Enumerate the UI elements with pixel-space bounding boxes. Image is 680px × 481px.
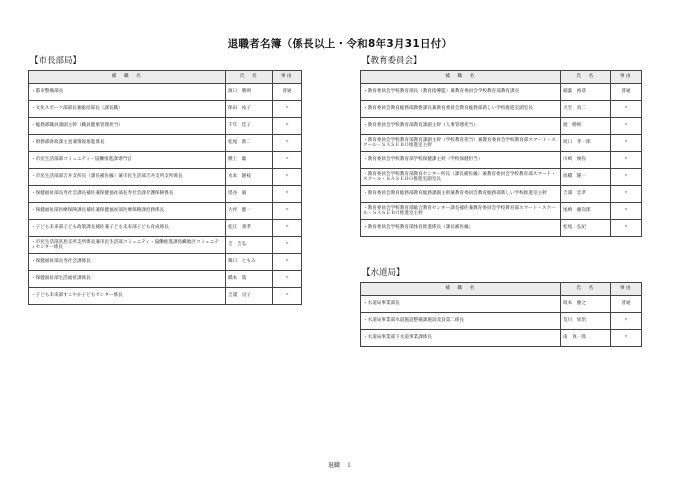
- reason-cell: 〃: [273, 271, 302, 288]
- mayor-dept-table: [28, 70, 302, 305]
- post-cell: ・教育委員会教育総務部教育総務課副主幹兼教育委員会教育総務部新しい学校推進室主幹: [361, 186, 561, 203]
- col-header-reason: 事由: [611, 283, 642, 296]
- reason-cell: 〃: [273, 101, 302, 118]
- post-cell: ・教育委員会教育総務部教務課長兼教育委員会教育総務部新しい学校推進室副室長: [361, 101, 561, 118]
- post-cell: ・教育委員会学校教育部長（教育指導監）兼教育委員会学校教育部教育課長: [361, 84, 561, 101]
- table-row: [29, 288, 302, 305]
- reason-cell: 〃: [273, 288, 302, 305]
- post-cell: ・総務部職員課副主幹（職員健康管理担当）: [29, 118, 226, 135]
- name-cell: 高橋 隆一: [561, 169, 611, 186]
- name-cell: 大坪 健一: [226, 203, 273, 220]
- name-cell: 坂本 慶之: [561, 296, 611, 313]
- post-cell: ・文化スポーツ部部長兼総括部長（課長職）: [29, 101, 226, 118]
- table-row: [29, 220, 302, 237]
- table-row: [361, 101, 642, 118]
- post-cell: ・市民生活部部コミュニティ・協働推進課専門官: [29, 152, 226, 169]
- reason-cell: 〃: [273, 237, 302, 254]
- name-cell: 渡 勝則: [561, 118, 611, 135]
- reason-cell: 〃: [611, 186, 642, 203]
- name-cell: 松尾 新二: [226, 135, 273, 152]
- post-cell: ・都市整備部長: [29, 84, 226, 101]
- col-header-name: 氏 名: [226, 71, 273, 84]
- page-title: 退職者名簿（係長以上・令和8年3月31日付）: [227, 38, 453, 50]
- post-cell: ・教育委員会学校教育部学校保健課主幹（学校保健担当）: [361, 152, 561, 169]
- page-footer: 退職 １: [327, 462, 352, 469]
- post-cell: ・水道局事業部下水道事業課係長: [361, 330, 561, 347]
- table-row: [361, 220, 642, 237]
- col-header-post: 補 職 名: [361, 283, 561, 296]
- post-cell: ・子ども未来部すこやか子どもセンター係長: [29, 288, 226, 305]
- name-cell: 吉浦 良子: [226, 288, 273, 305]
- name-cell: 吉浦 忠孝: [561, 186, 611, 203]
- reason-cell: 普通: [611, 84, 642, 101]
- post-cell: ・保健福祉部医療保険課長補佐兼保健福祉部医療保険課庶務係長: [29, 203, 226, 220]
- table-row: [29, 254, 302, 271]
- reason-cell: 〃: [611, 118, 642, 135]
- table-row: [361, 152, 642, 169]
- table-row: [361, 313, 642, 330]
- table-row: [361, 186, 642, 203]
- education-board-table: [360, 70, 642, 237]
- col-header-post: 補 職 名: [29, 71, 226, 84]
- post-cell: ・教育委員会学校教育部体育推進係長（課長補佐級）: [361, 220, 561, 237]
- table-row: [361, 169, 642, 186]
- waterworks-table: [360, 282, 642, 347]
- post-cell: ・財務部財政課主査兼情報推進係長: [29, 135, 226, 152]
- post-cell: ・教育委員会学校教育部教育センター所長（課長補佐級）兼教育委員会学校教育部スマート・スクール・ＳＡＳＥＢＯ推進室副室長: [361, 169, 561, 186]
- name-cell: 橋本 篤: [226, 271, 273, 288]
- table-row: [29, 101, 302, 118]
- table-row: [361, 296, 642, 313]
- reason-cell: 〃: [611, 152, 642, 169]
- reason-cell: 〃: [273, 254, 302, 271]
- reason-cell: 普通: [611, 296, 642, 313]
- post-cell: ・市民生活部部吉井支所長（課長補佐級）兼市民生活部吉井支所支所係長: [29, 169, 226, 186]
- post-cell: ・水道局事業部長: [361, 296, 561, 313]
- table-row: [361, 330, 642, 347]
- name-cell: 松江 義孝: [226, 220, 273, 237]
- table-row: [29, 271, 302, 288]
- name-cell: 南 真一郎: [561, 330, 611, 347]
- table-row: [29, 84, 302, 101]
- table-row: [29, 203, 302, 220]
- post-cell: ・水道局事業部水道施設整備課施設改良第二係長: [361, 313, 561, 330]
- section-label-education: 【教育委員会】: [362, 56, 422, 66]
- name-cell: 荒川 栄治: [561, 313, 611, 330]
- name-cell: 濱口 勝則: [226, 84, 273, 101]
- reason-cell: 〃: [611, 135, 642, 152]
- name-cell: 篠口 ともみ: [226, 254, 273, 271]
- reason-cell: 〃: [611, 101, 642, 118]
- post-cell: ・市民生活部宮島支所支所係長兼市民生活部コミュニティ・協働推進課島嶼地区コミュニティセンター係長: [29, 237, 226, 254]
- post-cell: ・教育委員会学校教育部教育課副主幹（人事管理担当）: [361, 118, 561, 135]
- table-row: [29, 169, 302, 186]
- table-row: [29, 135, 302, 152]
- table-row: [29, 118, 302, 135]
- name-cell: 横上 聡: [226, 152, 273, 169]
- name-cell: 川崎 俊弥: [561, 152, 611, 169]
- col-header-post: 補 職 名: [361, 71, 561, 84]
- reason-cell: 〃: [611, 313, 642, 330]
- name-cell: 尾崎 慶次郎: [561, 203, 611, 220]
- reason-cell: 〃: [611, 330, 642, 347]
- reason-cell: 〃: [273, 186, 302, 203]
- col-header-reason: 事由: [611, 71, 642, 84]
- reason-cell: 〃: [273, 118, 302, 135]
- col-header-reason: 事由: [273, 71, 302, 84]
- table-row: [29, 152, 302, 169]
- col-header-name: 氏 名: [561, 283, 611, 296]
- section-label-waterworks: 【水道局】: [362, 268, 405, 278]
- section-label-mayor: 【市長部局】: [30, 56, 82, 66]
- reason-cell: 〃: [273, 220, 302, 237]
- reason-cell: 〃: [273, 203, 302, 220]
- table-row: [361, 84, 642, 101]
- reason-cell: 〃: [611, 169, 642, 186]
- post-cell: ・保健福祉部長寿社会課係長: [29, 254, 226, 271]
- post-cell: ・子ども未来部子ども政策課長補佐兼子ども未来部子ども育成係長: [29, 220, 226, 237]
- post-cell: ・保健福祉部生活福祉課係長: [29, 271, 226, 288]
- name-cell: 大宅 真二: [561, 101, 611, 118]
- post-cell: ・教育委員会学校教育部教育課副主幹（学校教育担当）兼教育委員会学校教育部スマート・スクール・ＳＡＳＥＢＯ推進室主幹: [361, 135, 561, 152]
- name-cell: 稲葉 裕恭: [561, 84, 611, 101]
- name-cell: 千年 佳子: [226, 118, 273, 135]
- col-header-name: 氏 名: [561, 71, 611, 84]
- post-cell: ・保健福祉部長寿社会課長補佐兼保健福祉部長寿社会課介護保険係長: [29, 186, 226, 203]
- reason-cell: 〃: [611, 203, 642, 220]
- reason-cell: 〃: [273, 135, 302, 152]
- name-cell: 吉 吉弘: [226, 237, 273, 254]
- reason-cell: 〃: [273, 169, 302, 186]
- reason-cell: 〃: [611, 220, 642, 237]
- post-cell: ・教育委員会学校教育部総合教育センター課長補佐兼教育委員会学校教育部スマート・スクール・ＳＡＳＥＢＯ推進室主幹: [361, 203, 561, 220]
- table-row: [361, 118, 642, 135]
- reason-cell: 普通: [273, 84, 302, 101]
- reason-cell: 〃: [273, 152, 302, 169]
- name-cell: 保田 祐子: [226, 101, 273, 118]
- table-row: [29, 186, 302, 203]
- name-cell: 堤谷 毅: [226, 186, 273, 203]
- name-cell: 松尾 弘紀: [561, 220, 611, 237]
- table-row: [361, 135, 642, 152]
- table-row: [361, 203, 642, 220]
- name-cell: 水本 隆枝: [226, 169, 273, 186]
- table-row: [29, 237, 302, 254]
- name-cell: 坂口 孝一郎: [561, 135, 611, 152]
